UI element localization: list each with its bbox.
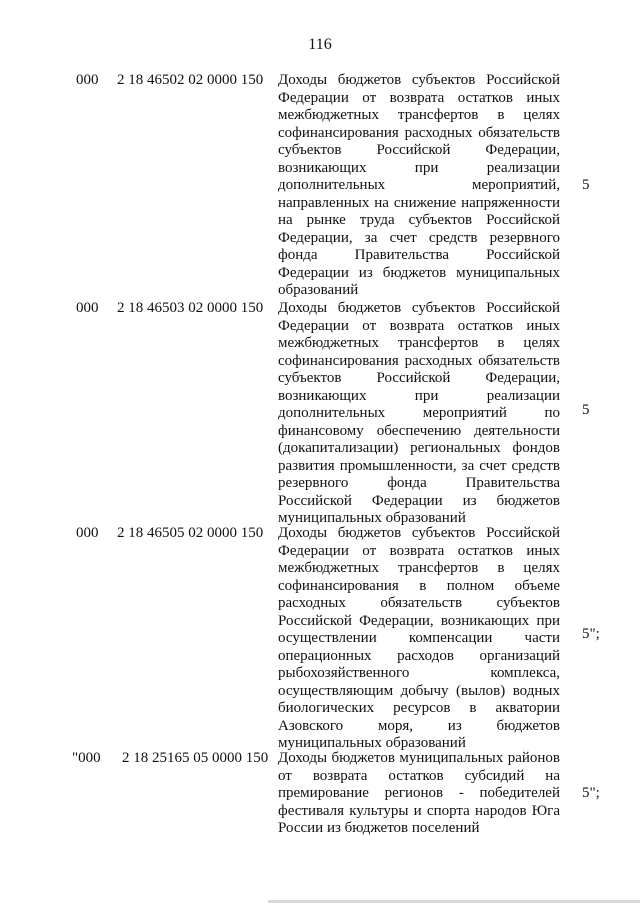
scan-edge-line xyxy=(268,900,640,903)
budget-classification-code: 2 18 46502 02 0000 150 xyxy=(117,72,264,88)
income-description: Доходы бюджетов субъектов Российской Федерации от возврата остатков иных межбюджетных трансфертов в целях софинансирования расходных обязательств субъектов Российской Федерации, возникающих при реализации дополнительных мероприятий по финансовому обеспечению деятельности (докапитализации) региональных фондов развития промышленности, за счет средств резервного фонда Правительства Российской Федерации из бюджетов муниципальных образований xyxy=(278,300,560,526)
budget-classification-code: 2 18 46505 02 0000 150 xyxy=(117,525,264,541)
allocation-norm: 5"; xyxy=(582,626,600,642)
allocation-norm: 5 xyxy=(582,402,590,418)
admin-code: 000 xyxy=(76,72,99,88)
income-description: Доходы бюджетов субъектов Российской Федерации от возврата остатков иных межбюджетных трансфертов в целях софинансирования расходных обязательств субъектов Российской Федерации, возникающих при реализации дополнительных мероприятий, направленных на снижение напряженности на рынке труда субъектов Российской Федерации, за счет средств резервного фонда Правительства Российской Федерации из бюджетов муниципальных образований xyxy=(278,72,560,298)
budget-classification-code: 2 18 46503 02 0000 150 xyxy=(117,300,264,316)
income-description: Доходы бюджетов муниципальных районов от возврата остатков субсидий на премирование регионов - победителей фестиваля культуры и спорта народов Юга России из бюджетов поселений xyxy=(278,750,560,836)
allocation-norm: 5"; xyxy=(582,785,600,801)
page-number: 116 xyxy=(308,36,332,53)
admin-code: 000 xyxy=(76,300,99,316)
budget-classification-code: 2 18 25165 05 0000 150 xyxy=(122,750,269,766)
admin-code: 000 xyxy=(76,525,99,541)
admin-code: "000 xyxy=(72,750,101,766)
allocation-norm: 5 xyxy=(582,177,590,193)
income-description: Доходы бюджетов субъектов Российской Федерации от возврата остатков иных межбюджетных трансфертов в целях софинансирования в полном объеме расходных обязательств субъектов Российской Федерации, возникающих при осуществлении компенсации части операционных расходов организаций рыбохозяйственного комплекса, осуществляющим добычу (вылов) водных биологических ресурсов в акватории Азовского моря, из бюджетов муниципальных образований xyxy=(278,525,560,751)
